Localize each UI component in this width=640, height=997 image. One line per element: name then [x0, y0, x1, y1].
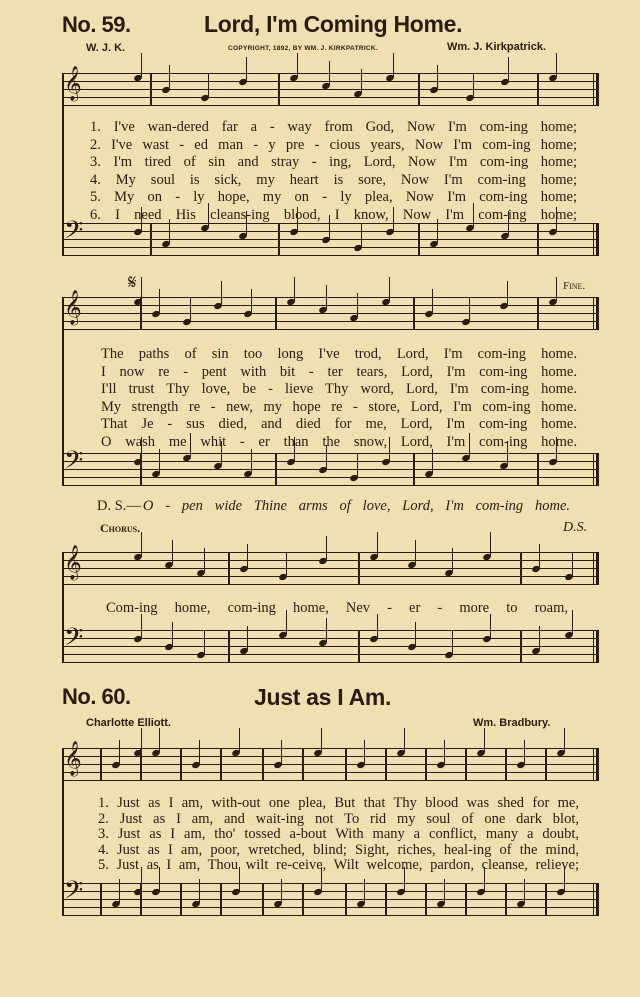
- note-stem: [377, 614, 378, 638]
- bar-line: [593, 73, 594, 106]
- hymn-60-number: No. 60.: [62, 684, 131, 709]
- lyric-line: 4. My soul is sick, my heart is sore, Now I'm com-ing home;: [90, 171, 577, 188]
- bar-line: [275, 453, 277, 485]
- note-stem: [415, 540, 416, 564]
- bar-line: [593, 552, 594, 585]
- note-stem: [208, 73, 209, 97]
- lyric-line: 2. Just as I am, and wait-ing not To rid my soul of one dark blot,: [98, 810, 579, 827]
- staff-line: [62, 97, 597, 98]
- lyric-line: O wash me whit - er than the snow, Lord, I'm com-ing home.: [101, 433, 577, 450]
- lyric-line: 5. Just as I am, Thou wilt re-ceive, Wilt welcome, pardon, cleanse, relieve;: [98, 857, 579, 873]
- staff-line: [62, 756, 597, 757]
- ds-label: D. S.—: [97, 498, 141, 514]
- note-stem: [326, 536, 327, 560]
- note-stem: [389, 277, 390, 301]
- bar-line: [545, 883, 547, 915]
- note-stem: [141, 53, 142, 77]
- note-stem: [199, 879, 200, 903]
- note-stem: [247, 626, 248, 650]
- bar-line: [150, 73, 152, 105]
- chorus-lyric-line: Com-ing home, com-ing home, Nev - er - more to roam,: [106, 600, 568, 616]
- ds-lyric-text: O - pen wide Thine arms of love, Lord, I'm com-ing home.: [142, 498, 570, 514]
- system-bracket: [62, 73, 64, 255]
- staff-line: [62, 654, 597, 655]
- note-stem: [444, 740, 445, 764]
- hymn-59-number: No. 59.: [62, 12, 131, 37]
- note-stem: [444, 879, 445, 903]
- staff-line: [62, 297, 597, 298]
- note-stem: [377, 532, 378, 556]
- lyric-line: 5. My on - ly hope, my on - ly plea, Now I'm com-ing home;: [90, 189, 577, 205]
- bar-line: [413, 453, 415, 485]
- note-stem: [469, 297, 470, 321]
- bar-line: [140, 748, 142, 780]
- treble-clef-icon: 𝄞: [64, 290, 82, 325]
- bar-line: [537, 297, 539, 329]
- note-stem: [172, 540, 173, 564]
- note-stem: [246, 57, 247, 81]
- note-stem: [572, 552, 573, 576]
- bass-clef-icon: 𝄢: [64, 623, 84, 658]
- bar-line: [537, 73, 539, 105]
- note-stem: [564, 728, 565, 752]
- note-stem: [524, 740, 525, 764]
- bar-line: [385, 748, 387, 780]
- bar-line: [140, 883, 142, 915]
- note-stem: [239, 728, 240, 752]
- bar-line: [593, 883, 594, 916]
- bar-line: [220, 883, 222, 915]
- staff-line: [62, 313, 597, 314]
- note-stem: [556, 277, 557, 301]
- note-stem: [326, 285, 327, 309]
- staff-line: [62, 748, 597, 749]
- note-stem: [159, 449, 160, 473]
- staff-line: [62, 584, 597, 585]
- bar-line: [150, 223, 152, 255]
- note-stem: [508, 57, 509, 81]
- bar-line: [593, 297, 594, 330]
- staff-line: [62, 453, 597, 454]
- bar-line: [358, 552, 360, 584]
- lyric-line: My strength re - new, my hope re - store, Lord, I'm com-ing home.: [101, 398, 577, 415]
- note-stem: [539, 626, 540, 650]
- note-stem: [539, 544, 540, 568]
- note-stem: [141, 532, 142, 556]
- bar-line: [425, 883, 427, 915]
- final-bar-line: [596, 453, 599, 486]
- staff-line: [62, 329, 597, 330]
- note-stem: [141, 614, 142, 638]
- lyric-line: 1. I've wan-dered far a - way from God, Now I'm com-ing home;: [90, 119, 577, 135]
- note-stem: [199, 740, 200, 764]
- staff-line: [62, 461, 597, 462]
- bar-line: [262, 883, 264, 915]
- note-stem: [221, 281, 222, 305]
- hymn-59-title: Lord, I'm Coming Home.: [204, 11, 463, 37]
- treble-clef-icon: 𝄞: [64, 545, 82, 580]
- note-stem: [329, 61, 330, 85]
- staff-line: [62, 915, 597, 916]
- staff-line: [62, 247, 597, 248]
- treble-clef-icon: 𝄞: [64, 66, 82, 101]
- note-stem: [159, 728, 160, 752]
- staff-line: [62, 477, 597, 478]
- final-bar-line: [596, 223, 599, 256]
- note-stem: [204, 630, 205, 654]
- staff-line: [62, 568, 597, 569]
- note-stem: [361, 69, 362, 93]
- staff-line: [62, 899, 597, 900]
- bar-line: [593, 223, 594, 256]
- note-stem: [190, 297, 191, 321]
- hymn-60-composer: Wm. Bradbury.: [473, 717, 551, 729]
- bar-line: [537, 223, 539, 255]
- bar-line: [140, 297, 142, 329]
- bar-line: [262, 748, 264, 780]
- system-bracket: [62, 297, 64, 485]
- staff-line: [62, 321, 597, 322]
- final-bar-line: [596, 630, 599, 663]
- bar-line: [275, 297, 277, 329]
- bass-clef-icon: 𝄢: [64, 876, 84, 911]
- staff-line: [62, 662, 597, 663]
- note-stem: [159, 289, 160, 313]
- hymn-59-verses-part-a: [90, 119, 577, 224]
- bar-line: [537, 453, 539, 485]
- note-stem: [524, 879, 525, 903]
- hymn-60-lyricist: Charlotte Elliott.: [86, 717, 171, 729]
- fine-marking: Fine.: [563, 280, 586, 292]
- bar-line: [593, 630, 594, 663]
- bass-clef-icon: 𝄢: [64, 216, 84, 251]
- bar-line: [505, 748, 507, 780]
- note-stem: [119, 879, 120, 903]
- staff-line: [62, 105, 597, 106]
- staff-line: [62, 552, 597, 553]
- system-bracket: [62, 552, 64, 662]
- lyric-line: The paths of sin too long I've trod, Lord, I'm com-ing home.: [101, 346, 577, 362]
- hymn-59-verses-part-b: [101, 346, 577, 451]
- note-stem: [393, 53, 394, 77]
- note-stem: [432, 289, 433, 313]
- staff-line: [62, 485, 597, 486]
- note-stem: [357, 293, 358, 317]
- final-bar-line: [596, 552, 599, 585]
- note-stem: [572, 610, 573, 634]
- note-stem: [251, 449, 252, 473]
- note-stem: [364, 879, 365, 903]
- staff-line: [62, 907, 597, 908]
- staff-line: [62, 646, 597, 647]
- staff-line: [62, 255, 597, 256]
- note-stem: [169, 65, 170, 89]
- note-stem: [432, 449, 433, 473]
- note-stem: [297, 53, 298, 77]
- bar-line: [278, 223, 280, 255]
- hymn-59-copyright: COPYRIGHT, 1892, BY WM. J. KIRKPATRICK.: [228, 45, 379, 52]
- hymn-60-title: Just as I Am.: [254, 684, 392, 710]
- note-stem: [321, 728, 322, 752]
- note-stem: [404, 728, 405, 752]
- final-bar-line: [596, 297, 599, 330]
- bar-line: [180, 748, 182, 780]
- note-stem: [556, 53, 557, 77]
- final-bar-line: [596, 73, 599, 106]
- final-bar-line: [596, 748, 599, 781]
- note-stem: [415, 622, 416, 646]
- note-stem: [490, 532, 491, 556]
- lyric-line: 4. Just as I am, poor, wretched, blind; Sight, riches, heal-ing of the mind,: [98, 841, 579, 858]
- chorus-ds-marking: D.S.: [563, 520, 588, 535]
- hymn-59-lyricist: W. J. K.: [86, 42, 126, 54]
- bar-line: [418, 223, 420, 255]
- chorus-label: Chorus.: [100, 521, 141, 535]
- bar-line: [345, 883, 347, 915]
- note-stem: [361, 223, 362, 247]
- hymn-59-composer: Wm. J. Kirkpatrick.: [447, 41, 547, 53]
- hymn-60-verses: [98, 796, 579, 874]
- note-stem: [507, 281, 508, 305]
- bar-line: [220, 748, 222, 780]
- bar-line: [302, 748, 304, 780]
- staff-line: [62, 883, 597, 884]
- bar-line: [278, 73, 280, 105]
- bar-line: [413, 297, 415, 329]
- note-stem: [326, 618, 327, 642]
- note-stem: [172, 622, 173, 646]
- lyric-line: I now re - pent with bit - ter tears, Lord, I'm com-ing home.: [101, 363, 577, 380]
- staff-line: [62, 469, 597, 470]
- staff-line: [62, 772, 597, 773]
- note-stem: [484, 728, 485, 752]
- ds-lyric-line: [97, 498, 570, 516]
- note-stem: [294, 277, 295, 301]
- bar-line: [425, 748, 427, 780]
- bar-line: [520, 630, 522, 662]
- note-stem: [473, 73, 474, 97]
- lyric-line: 2. I've wast - ed man - y pre - cious years, Now I'm com-ing home;: [90, 136, 577, 153]
- staff-line: [62, 630, 597, 631]
- note-stem: [364, 740, 365, 764]
- staff-line: [62, 780, 597, 781]
- lyric-line: 3. I'm tired of sin and stray - ing, Lord, Now I'm com-ing home;: [90, 154, 577, 170]
- staff-line: [62, 891, 597, 892]
- bar-line: [593, 453, 594, 486]
- bar-line: [505, 883, 507, 915]
- treble-clef-icon: 𝄞: [64, 741, 82, 776]
- bass-clef-icon: 𝄢: [64, 446, 84, 481]
- note-stem: [452, 548, 453, 572]
- staff-line: [62, 89, 597, 90]
- bar-line: [385, 883, 387, 915]
- segno-sign: 𝄋: [128, 270, 137, 294]
- staff-line: [62, 576, 597, 577]
- final-bar-line: [596, 883, 599, 916]
- lyric-line: I'll trust Thy love, be - lieve Thy word, Lord, I'm com-ing home.: [101, 381, 577, 397]
- lyric-line: 1. Just as I am, with-out one plea, But that Thy blood was shed for me,: [98, 795, 579, 811]
- bar-line: [593, 748, 594, 781]
- note-stem: [437, 65, 438, 89]
- bar-line: [100, 748, 102, 780]
- note-stem: [119, 740, 120, 764]
- bar-line: [180, 883, 182, 915]
- bar-line: [302, 883, 304, 915]
- bar-line: [100, 883, 102, 915]
- lyric-line: 6. I need His cleans-ing blood, I know, Now I'm com-ing home;: [90, 206, 577, 223]
- bar-line: [418, 73, 420, 105]
- bar-line: [140, 453, 142, 485]
- staff-line: [62, 305, 597, 306]
- bar-line: [465, 748, 467, 780]
- note-stem: [286, 552, 287, 576]
- note-stem: [281, 740, 282, 764]
- note-stem: [490, 614, 491, 638]
- bar-line: [465, 883, 467, 915]
- bar-line: [228, 630, 230, 662]
- lyric-line: That Je - sus died, and died for me, Lord, I'm com-ing home.: [101, 416, 577, 432]
- note-stem: [357, 453, 358, 477]
- bar-line: [545, 748, 547, 780]
- bar-line: [228, 552, 230, 584]
- staff-line: [62, 638, 597, 639]
- bar-line: [345, 748, 347, 780]
- lyric-line: 3. Just as I am, tho' tossed a-bout With many a conflict, many a doubt,: [98, 826, 579, 842]
- note-stem: [251, 289, 252, 313]
- system-bracket: [62, 748, 64, 915]
- bar-line: [358, 630, 360, 662]
- staff-line: [62, 560, 597, 561]
- note-stem: [204, 548, 205, 572]
- note-stem: [281, 879, 282, 903]
- note-stem: [452, 630, 453, 654]
- bar-line: [520, 552, 522, 584]
- note-stem: [247, 544, 248, 568]
